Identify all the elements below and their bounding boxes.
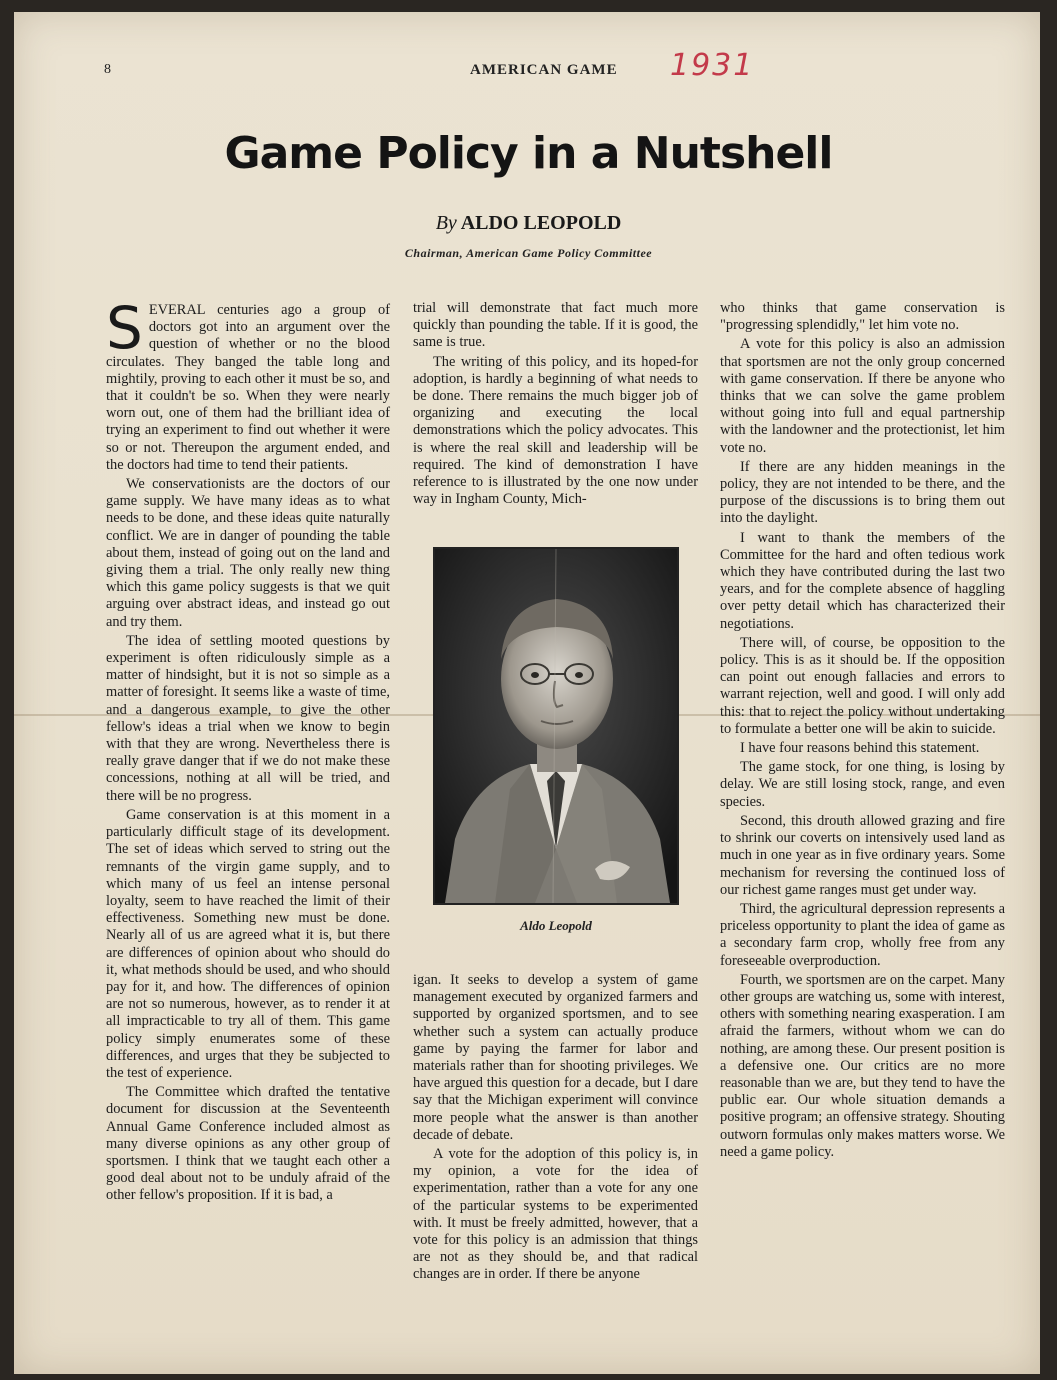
author-name: ALDO LEOPOLD (460, 212, 622, 234)
byline-prefix: By (435, 212, 457, 234)
paragraph: If there are any hidden meanings in the policy, they are not intended to be there, and the purpose of the discussions is to bring them out into the daylight. (720, 458, 1005, 527)
paragraph: The writing of this policy, and its hoped-for adoption, is hardly a beginning of what needs to be done. There remains the much bigger job of organizing and executing the local demonstrations which the policy advocates. This is where the real skill and leadership will be required. The kind of demonstration I have reference to is illustrated by the one now under way in Ingham County, Mich- (413, 353, 698, 508)
paragraph: Game conservation is at this moment in a particularly difficult stage of its development. The set of ideas which served to string out the remnants of the virgin game supply, and to which many of us feel an intense personal loyalty, seem to have reached the limit of their effectiveness. Something new must be done. Nearly all of us are agreed what it is, but there are differences of opinion about who should do it, what methods should be used, and who should pay for it, and how. The differences of opinion are not so numerous, however, as to render it at all impracticable to try all of them. This game policy simply enumerates some of these differences, and urges that they be subjected to the test of experience. (106, 806, 390, 1081)
author-affiliation: Chairman, American Game Policy Committee (404, 246, 653, 260)
paragraph: The idea of settling mooted questions by experiment is often ridiculously simple as a matter of hindsight, but it is not so simple as a matter of foresight. It seems like a waste of time, and a dangerous example, to give the other fellow's ideas a trial when we know to begin with that they are wrong. Nevertheless there is really grave danger that if we do not make these concessions, nothing at all will be tried, and there will be no progress. (106, 632, 390, 804)
paragraph: The Committee which drafted the tentative document for discussion at the Seventeenth Annual Game Conference included almost as many diverse opinions as any other group of sportsmen. I think that we taught each other a good deal about not to be unduly afraid of the other fellow's proposition. If it is bad, a (106, 1084, 390, 1204)
paragraph: A vote for this policy is also an admission that sportsmen are not the only group concerned with game conservation. If there be anyone who thinks that we can solve the game problem without going into full and equal partnership with the landowner and the protectionist, let him vote no. (720, 336, 1005, 456)
paragraph: who thinks that game conservation is "progressing splendidly," let him vote no. (720, 300, 1005, 334)
paragraph: I have four reasons behind this statement. (740, 740, 980, 757)
page-header (0, 48, 1057, 90)
paragraph: The game stock, for one thing, is losing by delay. We are still losing stock, range, and even species. (720, 759, 1005, 810)
paragraph: trial will demonstrate that fact much more quickly than pounding the table. If it is good, the same is true. (413, 300, 698, 351)
paragraph: I want to thank the members of the Committee for the hard and often tedious work which they have contributed during the last two years, and for the complete absence of haggling over petty detail which has characterized their negotiations. (720, 529, 1005, 632)
paragraph: Third, the agricultural depression represents a priceless opportunity to plant the idea of game as a secondary farm crop, wholly free from any foreseeable overproduction. (720, 900, 1005, 969)
article-title: Game Policy in a Nutshell (224, 128, 833, 179)
column-1 (106, 294, 390, 1207)
column-2-bottom (413, 972, 698, 1286)
handwritten-year: 1931 (670, 48, 755, 83)
drop-cap: S (106, 294, 143, 362)
paragraph: There will, of course, be opposition to the policy. This is as it should be. If the opposition can point out enough fallacies and errors to warrant rejection, well and good. I will only add this: that to reject the policy without undertaking to formulate a better one will be akin to suicide. (720, 634, 1005, 737)
photo-caption: Aldo Leopold (520, 918, 592, 933)
paragraph: Second, this drouth allowed grazing and fire to shrink our coverts on intensively used land as much in one year as in five ordinary years. Some mechanism for reversing the continued loss of our richest game ranges must get under way. (720, 812, 1005, 898)
byline (0, 212, 1057, 235)
journal-name: AMERICAN GAME (470, 62, 618, 78)
paragraph: We conservationists are the doctors of our game supply. We have many ideas as to what needs to be done, and these ideas quite naturally conflict. We are in danger of pounding the table about them, instead of going out on the land and giving them a trial. The only really new thing which this game policy suggests is that we quit arguing over abstract ideas, and instead go out and try them. (106, 476, 390, 630)
paragraph: SEVERAL centuries ago a group of doctors got into an argument over the question of whether or no the blood circulates. They banged the table long and mightily, proving to each other it must be so, and that it couldn't be so. When they were nearly worn out, one of them had the brilliant idea of trying an experiment to find out whether it were so or not. Thereupon the argument ended, and the doctors had time to tend their patients. (106, 294, 390, 473)
author-photo (433, 547, 679, 905)
column-2-top (413, 300, 698, 510)
page-number: 8 (104, 62, 111, 77)
paragraph: igan. It seeks to develop a system of game management executed by organized farmers and supported by organized sportsmen, and to see whether such a system can actually produce game by paying the farmer for labor and materials rather than for shooting privileges. We have argued this question for a decade, but I dare say that the Michigan experiment will convince more people what the answer is than another decade of debate. (413, 972, 698, 1143)
paragraph: A vote for the adoption of this policy is, in my opinion, a vote for the idea of experimentation, rather than a vote for any one of the particular systems to be experimented with. It must be freely admitted, however, that a vote for this policy is an admission that things are not as they should be, and that radical changes are in order. If there be anyone (413, 1146, 698, 1283)
portrait-image (435, 549, 677, 903)
paragraph: Fourth, we sportsmen are on the carpet. Many other groups are watching us, some with interest, others with something nearing exasperation. I am afraid the farmers, without whom we can do nothing, are among these. Our present position is a defensive one. Our critics are no more reasonable than we are, but they tend to have the public ear. Our whole situation demands a positive program; an offensive strategy. Shouting outworn formulas only makes matters worse. We need a game policy. (720, 971, 1005, 1160)
column-3 (720, 300, 1005, 1163)
